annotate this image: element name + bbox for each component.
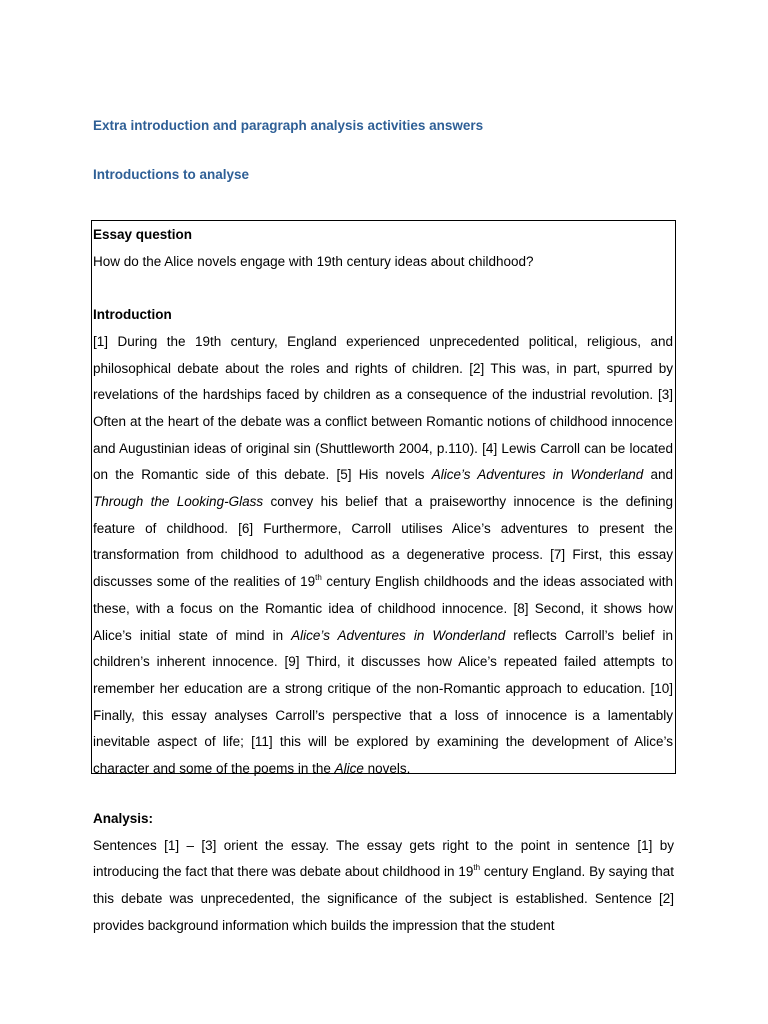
novel-title: Alice	[334, 761, 364, 777]
intro-text-part: novels.	[363, 761, 411, 777]
analysis-text-part: Sentences [1] – [3] orient the essay. The essay gets right to the point in sentence [1] by introducing the fact that there was debate about childhood in 19	[93, 837, 674, 880]
section-heading: Introductions to analyse	[93, 167, 250, 182]
intro-text-part: [1] During the 19th century, England experienced unprecedented political, religious, and philosophical debate about the roles and rights of children. [2] This was, in part, spurred by revelations of the hardships faced by children as a consequence of the industrial revolution. [3] Often at the heart of the debate was a conflict between Romantic notions of childhood innocence and Augustinian ideas of original sin (Shuttleworth 2004, p.110). [4] Lewis Carroll can be located on the Romantic side of this debate. [5] His novels	[93, 333, 673, 483]
novel-title: Alice’s Adventures in Wonderland	[431, 467, 644, 483]
novel-title: Alice’s Adventures in Wonderland	[291, 627, 506, 643]
novel-title: Through the Looking-Glass	[93, 494, 264, 510]
intro-text-part: and	[643, 467, 674, 483]
essay-question-label: Essay question	[93, 227, 193, 242]
essay-box	[91, 220, 676, 777]
blank-line	[93, 275, 673, 302]
analysis-section	[93, 806, 674, 940]
analysis-label: Analysis:	[93, 811, 154, 826]
essay-question-text: How do the Alice novels engage with 19th century ideas about childhood?	[93, 253, 534, 269]
document-title: Extra introduction and paragraph analysis activities answers	[93, 118, 484, 133]
intro-text-part: reflects Carroll’s belief in children’s inherent innocence. [9] Third, it discusses how Alice’s repeated failed attempts to remember her education are a strong critique of the non-Romantic approach to education. [10] Finally, this essay analyses Carroll’s perspective that a loss of innocence is a lamentably inevitable aspect of life; [11] this will be explored by examining the development of Alice’s character and some of the poems in the	[93, 627, 673, 777]
ordinal-suffix: th	[473, 863, 481, 873]
introduction-paragraph	[93, 329, 673, 783]
ordinal-suffix: th	[315, 573, 322, 583]
analysis-text-part: century England. By saying that this debate was unprecedented, the significance of the subject is established. Sentence [2] provides background information which builds the impression that the student	[93, 864, 674, 933]
intro-text-part: convey his belief that a praiseworthy innocence is the defining feature of childhood. [6] Furthermore, Carroll utilises Alice’s adventures to present the transformation from childhood to adulthood as a degenerative process. [7] First, this essay discusses some of the realities of 19	[93, 494, 674, 590]
intro-text-part: century English childhoods and the ideas associated with these, with a focus on the Romantic idea of childhood innocence. [8] Second, it shows how Alice’s initial state of mind in	[93, 574, 673, 643]
analysis-paragraph	[93, 833, 674, 940]
introduction-label: Introduction	[93, 307, 172, 323]
